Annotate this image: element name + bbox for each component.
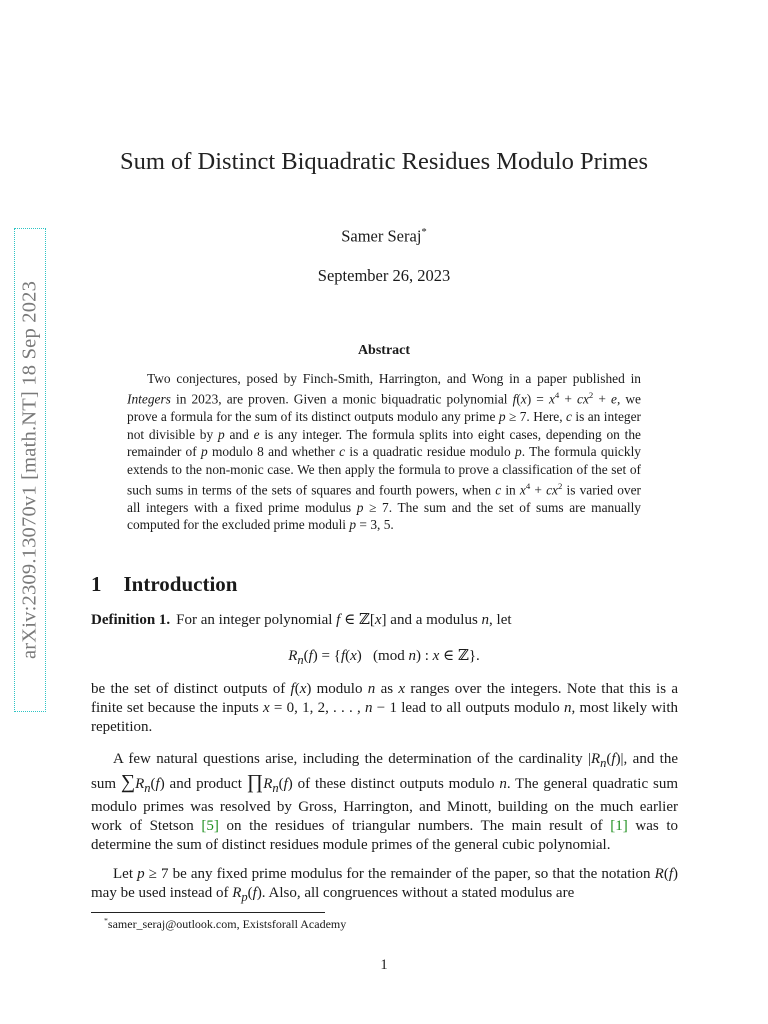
body-paragraph-1: be the set of distinct outputs of f(x) modulo n as x ranges over the integers. Note that this is a finite set because the inputs x = 0, 1, 2, . . . , n − 1 lead to all outputs modulo n, most likely with repetition. — [91, 681, 678, 735]
display-equation: $R_n(f) = \{f(x)$ (mod n) : x ∈ ℤ}. — [288, 648, 480, 667]
footnote-mark: * — [104, 916, 108, 925]
abstract-text: Two conjectures, posed by Finch-Smith, Harrington, and Wong in a paper published in Integers in 2023, are proven. Given a monic biquadratic polynomial $f(x) = x^4 + cx^2 + e$, we prove a formula for the sum of its distinct outputs modulo any prime p ≥ 7. Here, c is an integer not divisible by p and e is any integer. The formula splits into eight cases, depending on the remainder of p modulo 8 and whether c is a quadratic residue modulo p. The formula quickly extends to the non-monic case. We then apply the formula to prove a classification of the set of such sums in terms of the sets of squares and fourth powers, when c in $x^4 + cx^2$ is varied over all integers with a fixed prime modulus p ≥ 7. The sum and the set of sums are manually computed for the excluded prime moduli p = 3, 5. — [127, 371, 641, 533]
paper-title: Sum of Distinct Biquadratic Residues Modulo Primes — [119, 148, 649, 175]
body-paragraph-2: A few natural questions arise, including the determination of the cardinality $|R_n(f)|$, and the sum $\sum R_n(f)$ and product $\prod R_n(f)$ of these distinct outputs modulo n. The general quadratic sum modulo primes was resolved by Gross, Harrington, and Minott, building on the much earlier work of Stetson [5] on the residues of triangular numbers. The main result of [1] was to determine the sum of distinct residues module primes of the general cubic polynomial. — [91, 751, 678, 853]
author-name: Samer Seraj — [341, 226, 422, 246]
page-number: 1 — [380, 957, 388, 973]
section-heading — [91, 572, 237, 597]
footnote-text: samer_seraj@outlook.com, Existsforall Academy — [107, 917, 347, 931]
author-line — [0, 226, 768, 247]
definition-1 — [91, 611, 678, 629]
definition-text: For an integer polynomial f ∈ ℤ[x] and a modulus n, let — [176, 612, 512, 628]
body-paragraph-3: Let p ≥ 7 be any fixed prime modulus for the remainder of the paper, so that the notation R(f) may be used instead of $R_p(f)$. Also, all congruences without a stated modulus are — [91, 866, 678, 904]
section-number: 1 — [91, 572, 102, 596]
footnote — [104, 916, 346, 932]
abstract-heading: Abstract — [357, 343, 411, 358]
section-title: Introduction — [123, 572, 238, 596]
arxiv-identifier: arXiv:2309.13070v1 [math.NT] 18 Sep 2023 — [18, 280, 41, 660]
paper-date: September 26, 2023 — [317, 266, 451, 285]
author-footnote-mark: * — [421, 226, 427, 238]
footnote-rule — [91, 912, 325, 913]
definition-label: Definition 1. — [91, 612, 171, 628]
arxiv-identifier-box — [14, 228, 46, 712]
